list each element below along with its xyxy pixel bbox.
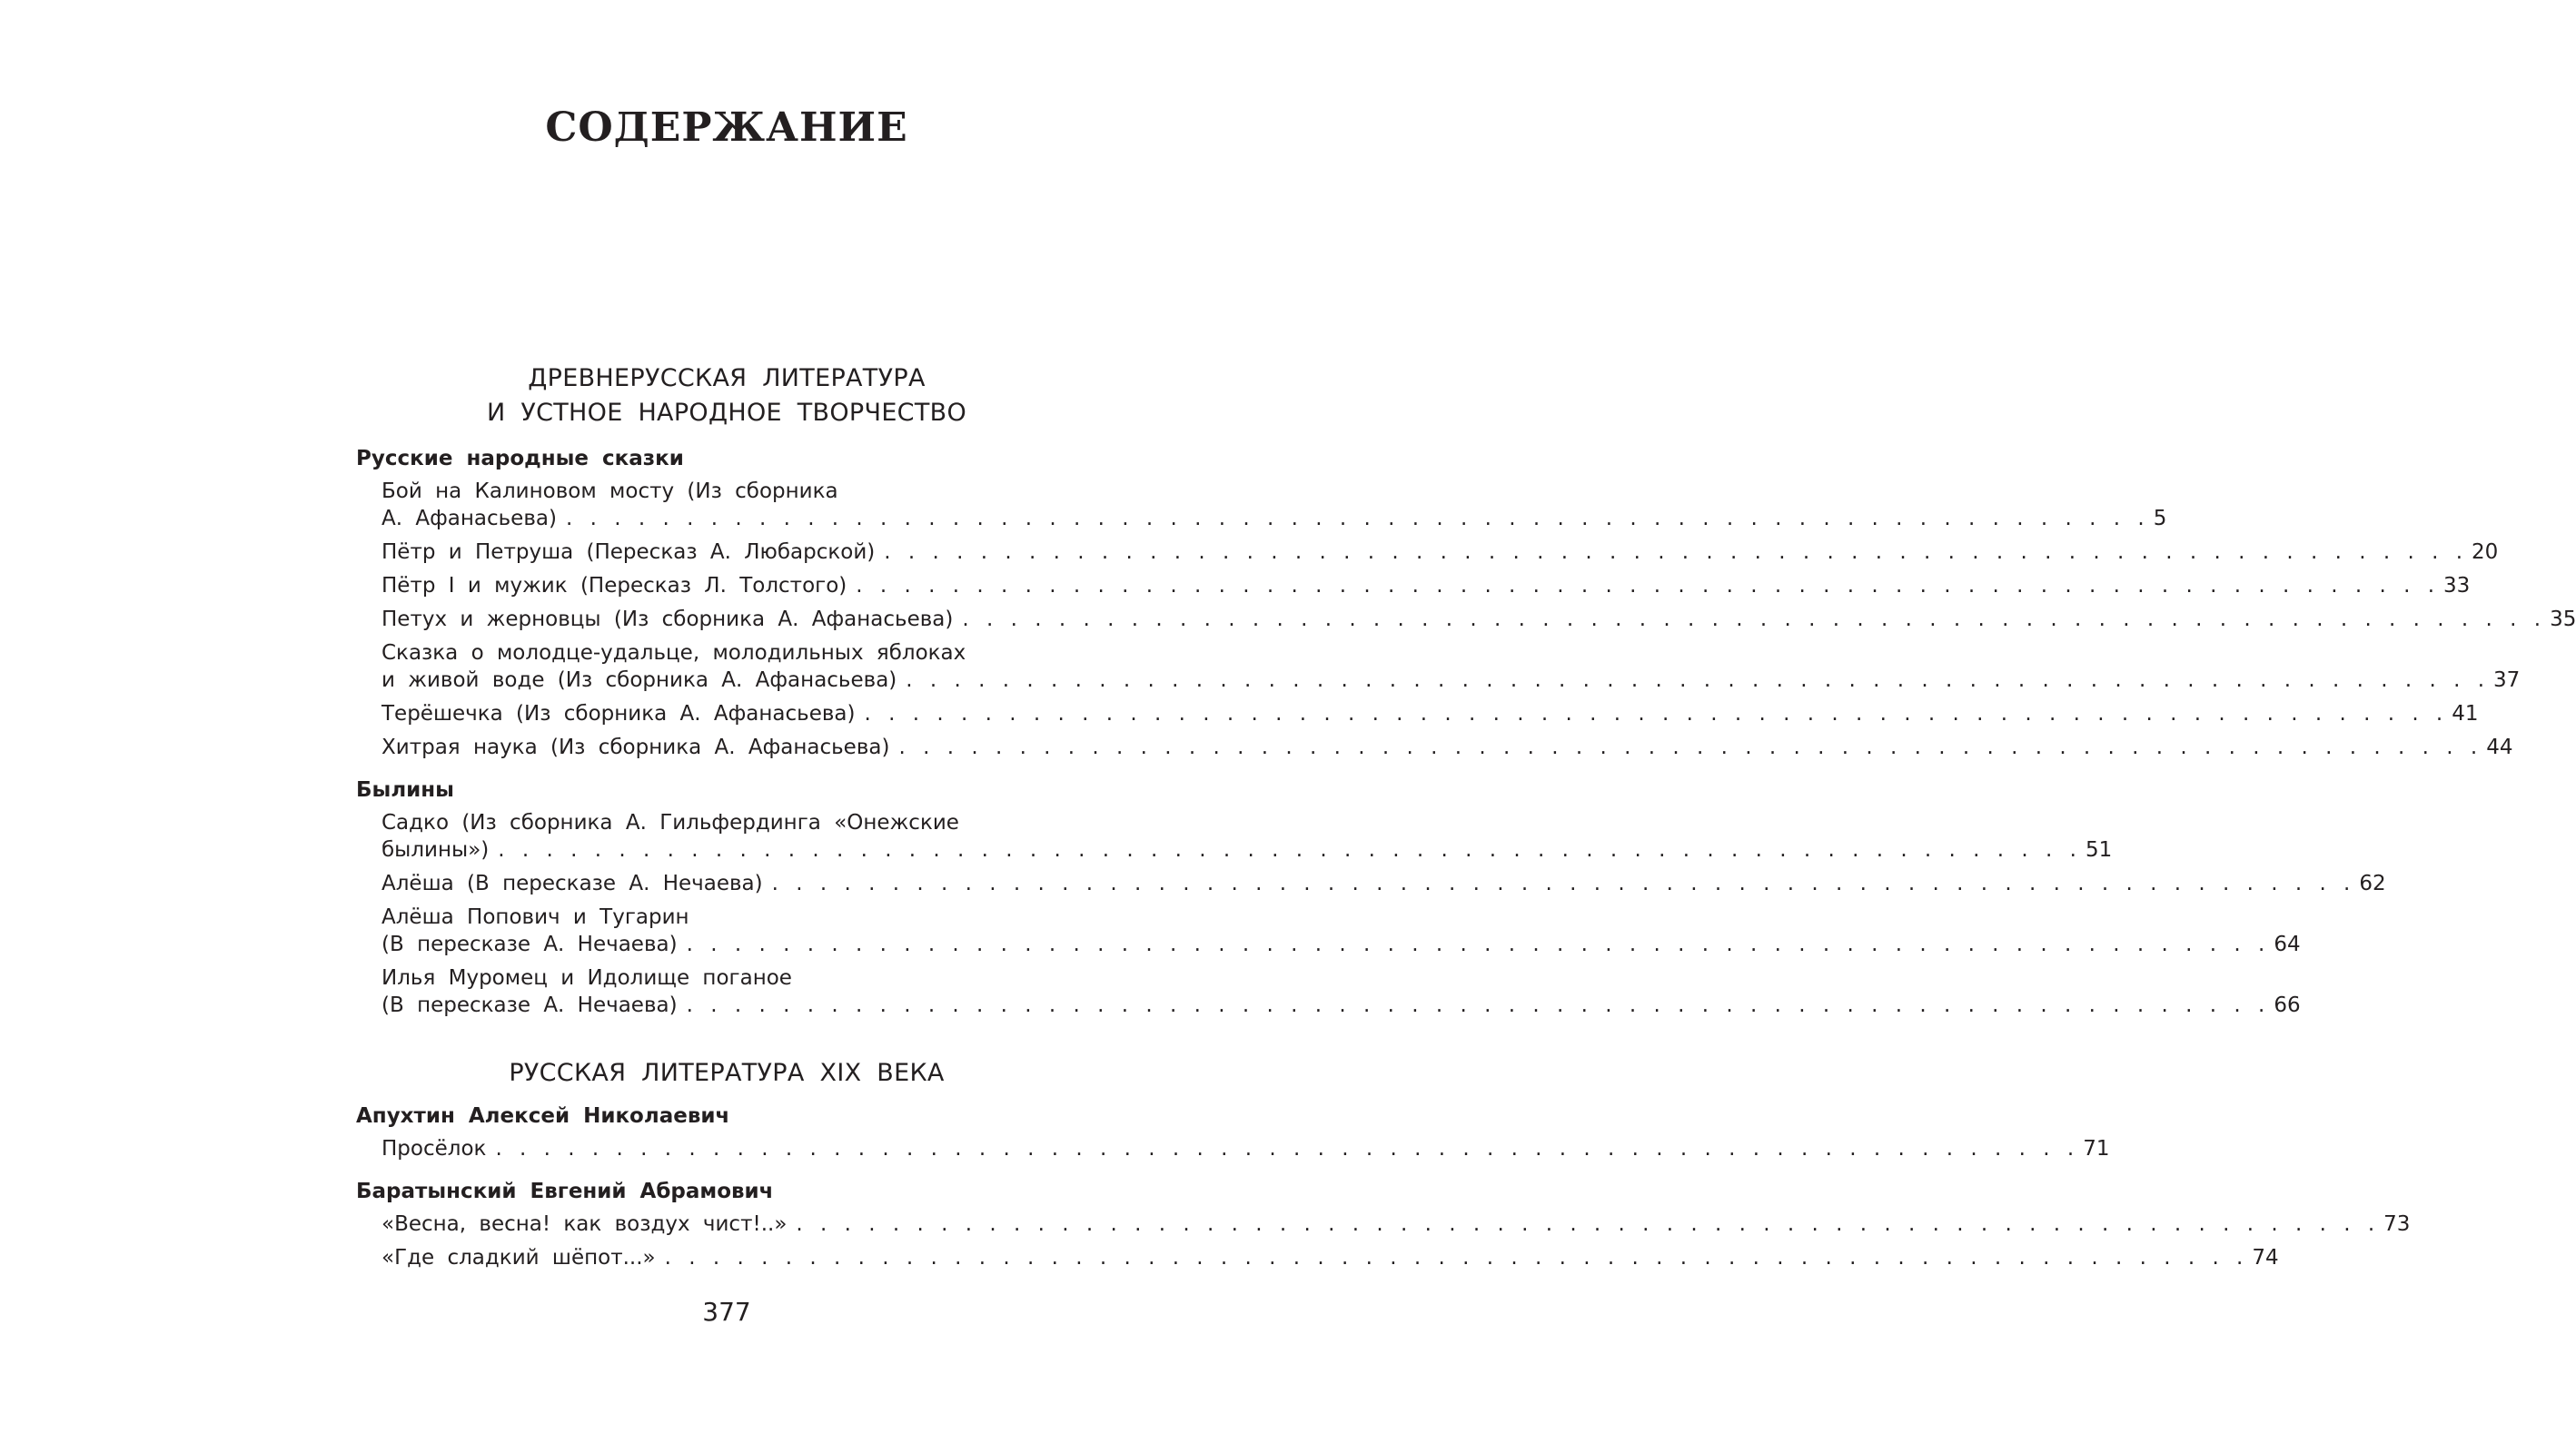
toc-entry[interactable] bbox=[381, 606, 2576, 633]
entry-title-line1: Бой на Калиновом мосту (Из сборника bbox=[381, 479, 838, 503]
entry-page-number: 5 bbox=[2153, 507, 2167, 530]
entry-title: Алёша (В пересказе А. Нечаева) bbox=[381, 872, 763, 895]
entry-title: (В пересказе А. Нечаева) bbox=[381, 933, 678, 956]
dot-leader: . . . . . . . . . . . . . . . . . . . . . . . . . . . . . . . . . . . . . . . . . . . . . . . . . . . . . . . . . . . . . . . . . . bbox=[686, 933, 2271, 956]
toc-entry[interactable] bbox=[381, 734, 2513, 761]
entry-page-number: 66 bbox=[2274, 993, 2301, 1017]
dot-leader: . . . . . . . . . . . . . . . . . . . . . . . . . . . . . . . . . . . . . . . . . . . . . . . . . . . . . . . . . . . . . . . . . . bbox=[898, 736, 2483, 759]
toc-entry[interactable] bbox=[381, 478, 2167, 532]
toc-entry[interactable] bbox=[381, 809, 2113, 864]
dot-leader: . . . . . . . . . . . . . . . . . . . . . . . . . . . . . . . . . . . . . . . . . . . . . . . . . . . . . . . . . . . . . . . . . . bbox=[796, 1212, 2381, 1236]
toc-entry[interactable] bbox=[381, 539, 2499, 566]
entry-title: «Весна, весна! как воздух чист!..» bbox=[381, 1212, 788, 1236]
entry-title: (В пересказе А. Нечаева) bbox=[381, 993, 678, 1017]
dot-leader: . . . . . . . . . . . . . . . . . . . . . . . . . . . . . . . . . . . . . . . . . . . . . . . . . . . . . . . . . . . . . . . . . . bbox=[664, 1246, 2249, 1270]
group-title: Апухтин Алексей Николаевич bbox=[356, 1104, 730, 1128]
part-heading-xix-century bbox=[0, 1056, 1453, 1091]
dot-leader: . . . . . . . . . . . . . . . . . . . . . . . . . . . . . . . . . . . . . . . . . . . . . . . . . . . . . . . . . . . . . . . . . . bbox=[884, 540, 2469, 564]
entry-page-number: 71 bbox=[2083, 1137, 2110, 1161]
entry-page-number: 62 bbox=[2359, 872, 2386, 895]
part-heading-line: И УСТНОЕ НАРОДНОЕ ТВОРЧЕСТВО bbox=[486, 399, 966, 427]
toc-group-apukhtin bbox=[356, 1103, 2110, 1162]
dot-leader: . . . . . . . . . . . . . . . . . . . . . . . . . . . . . . . . . . . . . . . . . . . . . . . . . . . . . . . . . . . . . . . . . . bbox=[495, 1137, 2080, 1161]
entry-title: и живой воде (Из сборника А. Афанасьева) bbox=[381, 668, 897, 692]
toc-group-folk-tales bbox=[356, 446, 2576, 761]
entry-title: Хитрая наука (Из сборника А. Афанасьева) bbox=[381, 736, 890, 759]
entry-page-number: 64 bbox=[2274, 933, 2301, 956]
group-title: Былины bbox=[356, 778, 454, 802]
entry-title-line1: Сказка о молодце-удальце, молодильных яблоках bbox=[381, 641, 966, 665]
dot-leader: . . . . . . . . . . . . . . . . . . . . . . . . . . . . . . . . . . . . . . . . . . . . . . . . . . . . . . . . . . . . . . . . . . bbox=[962, 608, 2547, 631]
entry-page-number: 35 bbox=[2550, 608, 2576, 631]
entry-page-number: 51 bbox=[2085, 838, 2113, 862]
entry-title: Просёлок bbox=[381, 1137, 487, 1161]
page-title: СОДЕРЖАНИЕ bbox=[545, 104, 908, 151]
entry-title-line1: Илья Муромец и Идолище поганое bbox=[381, 966, 792, 990]
entry-title: Пётр I и мужик (Пересказ Л. Толстого) bbox=[381, 574, 847, 598]
entry-page-number: 20 bbox=[2472, 540, 2499, 564]
group-title: Баратынский Евгений Абрамович bbox=[356, 1180, 774, 1203]
toc-group-byliny bbox=[356, 777, 2386, 1019]
entry-page-number: 37 bbox=[2493, 668, 2521, 692]
part-heading-ancient-literature bbox=[0, 361, 1453, 430]
entry-title-line1: Садко (Из сборника А. Гильфердинга «Онежские bbox=[381, 811, 959, 835]
toc-entry[interactable] bbox=[381, 870, 2386, 897]
entry-page-number: 73 bbox=[2383, 1212, 2411, 1236]
toc-entry[interactable] bbox=[381, 1135, 2110, 1162]
entry-page-number: 41 bbox=[2452, 702, 2479, 726]
toc-entry[interactable] bbox=[381, 700, 2479, 727]
dot-leader: . . . . . . . . . . . . . . . . . . . . . . . . . . . . . . . . . . . . . . . . . . . . . . . . . . . . . . . . . . . . . . . . . . bbox=[686, 993, 2271, 1017]
entry-title-line1: Алёша Попович и Тугарин bbox=[381, 905, 689, 929]
part-heading-line: РУССКАЯ ЛИТЕРАТУРА XIX ВЕКА bbox=[509, 1059, 945, 1087]
entry-page-number: 33 bbox=[2443, 574, 2471, 598]
dot-leader: . . . . . . . . . . . . . . . . . . . . . . . . . . . . . . . . . . . . . . . . . . . . . . . . . . . . . . . . . . . . . . . . . . bbox=[856, 574, 2441, 598]
toc-list bbox=[0, 361, 2576, 1278]
dot-leader: . . . . . . . . . . . . . . . . . . . . . . . . . . . . . . . . . . . . . . . . . . . . . . . . . . . . . . . . . . . . . . . . . . bbox=[906, 668, 2491, 692]
dot-leader: . . . . . . . . . . . . . . . . . . . . . . . . . . . . . . . . . . . . . . . . . . . . . . . . . . . . . . . . . . . . . . . . . . bbox=[498, 838, 2082, 862]
dot-leader: . . . . . . . . . . . . . . . . . . . . . . . . . . . . . . . . . . . . . . . . . . . . . . . . . . . . . . . . . . . . . . . . . . bbox=[864, 702, 2449, 726]
toc-entry[interactable] bbox=[381, 639, 2521, 694]
entry-page-number: 74 bbox=[2252, 1246, 2279, 1270]
dot-leader: . . . . . . . . . . . . . . . . . . . . . . . . . . . . . . . . . . . . . . . . . . . . . . . . . . . . . . . . . . . . . . . . . . bbox=[771, 872, 2356, 895]
entry-title: А. Афанасьева) bbox=[381, 507, 557, 530]
entry-title: былины») bbox=[381, 838, 490, 862]
toc-entry[interactable] bbox=[381, 572, 2471, 599]
entry-title: Терёшечка (Из сборника А. Афанасьева) bbox=[381, 702, 856, 726]
toc-entry[interactable] bbox=[381, 1211, 2411, 1238]
page-number: 377 bbox=[702, 1297, 751, 1327]
entry-title: Пётр и Петруша (Пересказ А. Любарской) bbox=[381, 540, 876, 564]
dot-leader: . . . . . . . . . . . . . . . . . . . . . . . . . . . . . . . . . . . . . . . . . . . . . . . . . . . . . . . . . . . . . . . . . . bbox=[565, 507, 2150, 530]
part-heading-line: ДРЕВНЕРУССКАЯ ЛИТЕРАТУРА bbox=[528, 364, 926, 392]
toc-group-baratynsky bbox=[356, 1179, 2411, 1271]
toc-entry[interactable] bbox=[381, 1244, 2279, 1271]
entry-title: Петух и жерновцы (Из сборника А. Афанасьева) bbox=[381, 608, 954, 631]
toc-entry[interactable] bbox=[381, 964, 2301, 1019]
toc-entry[interactable] bbox=[381, 904, 2301, 958]
group-title: Русские народные сказки bbox=[356, 447, 684, 470]
entry-title: «Где сладкий шёпот...» bbox=[381, 1246, 656, 1270]
entry-page-number: 44 bbox=[2486, 736, 2513, 759]
